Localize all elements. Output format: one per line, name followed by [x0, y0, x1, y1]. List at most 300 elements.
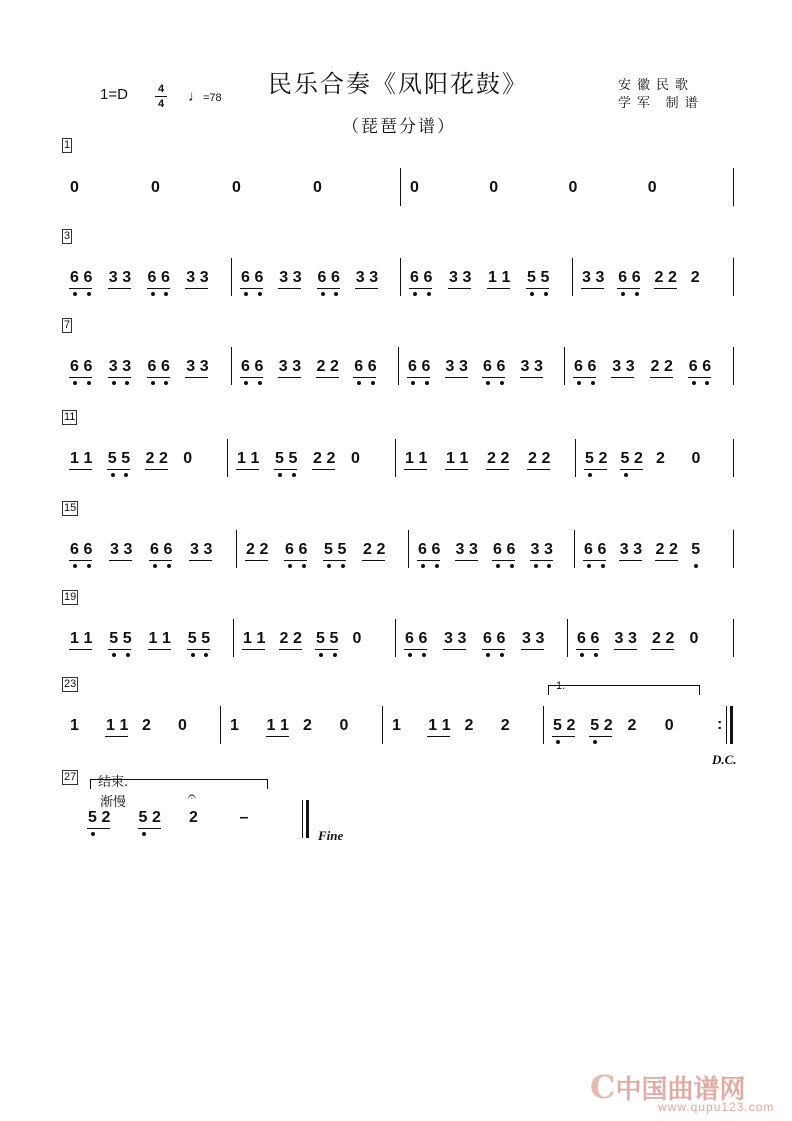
- low-octave-dot: [500, 653, 504, 657]
- eighth-underline: [69, 469, 92, 470]
- note-digit: 5: [329, 630, 339, 647]
- dc-marking: D.C.: [712, 752, 737, 767]
- low-octave-dot: [151, 292, 155, 296]
- watermark-site: www.qupu123.com: [658, 1100, 775, 1114]
- eighth-underline: [487, 288, 510, 289]
- note-digit: 6: [418, 630, 428, 647]
- note-digit: 3: [445, 358, 455, 375]
- note-digit: 3: [123, 541, 133, 558]
- eighth-underline: [362, 560, 385, 561]
- note-digit: 2: [303, 717, 312, 734]
- low-octave-dot: [371, 381, 375, 385]
- note-digit: 3: [544, 541, 553, 558]
- low-octave-dot: [486, 653, 490, 657]
- note-digit: 6: [147, 358, 157, 375]
- note-digit: 6: [688, 358, 698, 375]
- note-digit: 3: [355, 269, 365, 286]
- low-octave-dot: [341, 564, 345, 568]
- note-digit: 6: [597, 541, 607, 558]
- note-digit: 0: [351, 450, 360, 467]
- eighth-underline: [323, 560, 346, 561]
- eighth-underline: [315, 649, 338, 650]
- note-digit: 6: [70, 541, 79, 558]
- tempo-marking: [188, 88, 222, 105]
- key-text: 1=D: [100, 86, 128, 103]
- low-octave-dot: [408, 653, 412, 657]
- eighth-underline: [589, 736, 612, 737]
- eighth-underline: [448, 288, 471, 289]
- note-digit: 2: [145, 450, 155, 467]
- note-digit: 2: [363, 541, 372, 558]
- eighth-underline: [108, 377, 131, 378]
- note-digit: 2: [603, 717, 613, 734]
- note-digit: 3: [582, 269, 591, 286]
- volta-label: 1.: [556, 680, 566, 692]
- low-octave-dot: [125, 381, 129, 385]
- note-digit: 3: [612, 358, 622, 375]
- key-signature: [100, 86, 128, 103]
- eighth-underline: [573, 377, 596, 378]
- note-digit: 2: [376, 541, 386, 558]
- note-digit: 1: [106, 717, 115, 734]
- low-octave-dot: [422, 653, 426, 657]
- note-digit: 0: [568, 179, 578, 196]
- note-digit: 5: [316, 630, 325, 647]
- low-octave-dot: [591, 381, 595, 385]
- barline: [733, 619, 734, 657]
- note-digit: 2: [665, 630, 675, 647]
- note-digit: 6: [331, 269, 340, 286]
- low-octave-dot: [191, 653, 195, 657]
- note-digit: 1: [266, 717, 276, 734]
- arranger-credit: 学军 制谱: [618, 95, 704, 110]
- eighth-underline: [245, 560, 268, 561]
- low-octave-dot: [594, 653, 598, 657]
- low-octave-dot: [530, 292, 534, 296]
- note-digit: 1: [243, 630, 252, 647]
- note-digit: 6: [254, 358, 264, 375]
- volta-bracket-right: [699, 685, 700, 695]
- note-digit: 6: [150, 541, 159, 558]
- note-digit: 6: [83, 269, 93, 286]
- note-digit: 3: [535, 630, 545, 647]
- eighth-underline: [492, 560, 515, 561]
- note-digit: 5: [590, 717, 600, 734]
- low-octave-dot: [705, 381, 709, 385]
- eighth-underline: [147, 377, 170, 378]
- note-digit: 3: [199, 269, 209, 286]
- note-digit: 3: [449, 269, 458, 286]
- eighth-underline: [105, 736, 128, 737]
- note-digit: 6: [590, 630, 600, 647]
- note-digit: 3: [462, 269, 472, 286]
- note-digit: 3: [530, 541, 540, 558]
- low-octave-dot: [593, 740, 597, 744]
- note-digit: 0: [664, 717, 674, 734]
- eighth-underline: [185, 377, 208, 378]
- note-digit: 1: [405, 450, 414, 467]
- eighth-underline: [148, 649, 171, 650]
- low-octave-dot: [292, 473, 296, 477]
- barline: [220, 706, 221, 744]
- note-digit: 6: [423, 269, 433, 286]
- eighth-underline: [107, 469, 130, 470]
- note-digit: 3: [186, 358, 196, 375]
- ending-bracket-right: [267, 779, 268, 789]
- eighth-underline: [526, 288, 549, 289]
- note-digit: 1: [237, 450, 246, 467]
- eighth-underline: [617, 288, 640, 289]
- note-digit: 1: [459, 450, 469, 467]
- note-digit: 6: [161, 269, 170, 286]
- note-digit: 6: [254, 269, 264, 286]
- note-digit: 2: [541, 450, 551, 467]
- low-octave-dot: [692, 381, 696, 385]
- barline: [574, 530, 575, 568]
- note-digit: 5: [288, 450, 298, 467]
- volta-bracket-left: [548, 685, 549, 695]
- note-digit: 1: [70, 450, 79, 467]
- note-digit: 5: [620, 450, 630, 467]
- note-digit: 6: [431, 541, 441, 558]
- note-digit: 2: [650, 358, 660, 375]
- barline: [733, 347, 734, 385]
- note-digit: 1: [441, 717, 451, 734]
- low-octave-dot: [588, 473, 592, 477]
- note-digit: 6: [241, 269, 250, 286]
- note-digit: 0: [313, 179, 322, 196]
- note-digit: 5: [691, 541, 701, 558]
- note-digit: 6: [421, 358, 431, 375]
- low-octave-dot: [334, 292, 338, 296]
- low-octave-dot: [87, 564, 91, 568]
- barline: [575, 439, 576, 477]
- note-digit: 5: [275, 450, 284, 467]
- measure-number: 11: [64, 411, 76, 423]
- barline: [400, 168, 401, 206]
- eighth-underline: [619, 560, 642, 561]
- low-octave-dot: [112, 653, 116, 657]
- eighth-underline: [654, 288, 677, 289]
- note-digit: 6: [483, 630, 492, 647]
- note-digit: 6: [285, 541, 294, 558]
- ending-bracket-left: [90, 779, 91, 789]
- note-digit: 5: [201, 630, 211, 647]
- eighth-underline: [445, 469, 468, 470]
- note-digit: 2: [500, 717, 510, 734]
- eighth-underline: [611, 377, 634, 378]
- eighth-underline: [482, 377, 505, 378]
- low-octave-dot: [547, 564, 551, 568]
- note-digit: 5: [324, 541, 333, 558]
- note-digit: 2: [246, 541, 255, 558]
- low-octave-dot: [167, 564, 171, 568]
- eighth-underline: [409, 288, 432, 289]
- note-digit: 3: [614, 630, 624, 647]
- barline: [733, 530, 734, 568]
- eighth-underline: [240, 288, 263, 289]
- note-digit: 6: [496, 630, 506, 647]
- eighth-underline: [404, 649, 427, 650]
- note-digit: 6: [577, 630, 586, 647]
- note-digit: 3: [633, 541, 643, 558]
- eighth-underline: [147, 288, 170, 289]
- low-octave-dot: [580, 653, 584, 657]
- low-octave-dot: [142, 832, 146, 836]
- note-digit: 5: [540, 269, 550, 286]
- note-digit: 2: [654, 269, 664, 286]
- time-signature-bottom: 4: [157, 98, 165, 110]
- barline: [543, 706, 544, 744]
- note-digit: 6: [418, 541, 427, 558]
- note-digit: 1: [488, 269, 497, 286]
- low-octave-dot: [425, 381, 429, 385]
- low-octave-dot: [73, 292, 77, 296]
- low-octave-dot: [244, 381, 248, 385]
- note-digit: 3: [444, 630, 453, 647]
- note-digit: 2: [690, 269, 700, 286]
- note-digit: 1: [83, 450, 93, 467]
- eighth-underline: [583, 560, 606, 561]
- barline: [398, 347, 399, 385]
- note-digit: 5: [138, 809, 148, 826]
- note-digit: 6: [618, 269, 628, 286]
- note-digit: 3: [292, 269, 302, 286]
- measure-number: 23: [64, 678, 77, 690]
- note-digit: 2: [627, 717, 637, 734]
- low-octave-dot: [500, 381, 504, 385]
- note-digit: 2: [656, 450, 665, 467]
- eighth-underline: [145, 469, 168, 470]
- note-digit: 2: [259, 541, 269, 558]
- note-digit: 3: [455, 541, 465, 558]
- low-octave-dot: [510, 564, 514, 568]
- eighth-underline: [445, 377, 468, 378]
- low-octave-dot: [91, 832, 95, 836]
- eighth-underline: [521, 649, 544, 650]
- note-digit: 3: [625, 358, 635, 375]
- eighth-underline: [149, 560, 172, 561]
- low-octave-dot: [694, 564, 698, 568]
- note-digit: 1: [162, 630, 171, 647]
- note-digit: 6: [241, 358, 250, 375]
- note-digit: 3: [110, 541, 119, 558]
- note-digit: 6: [161, 358, 170, 375]
- eighth-underline: [87, 828, 110, 829]
- note-digit: 6: [298, 541, 308, 558]
- note-digit: 3: [190, 541, 199, 558]
- note-digit: 6: [493, 541, 502, 558]
- note-digit: 6: [367, 358, 377, 375]
- measure-number: 1: [64, 139, 71, 151]
- low-octave-dot: [556, 740, 560, 744]
- eighth-underline: [527, 469, 550, 470]
- note-digit: 6: [631, 269, 641, 286]
- eighth-underline: [108, 649, 131, 650]
- eighth-underline: [316, 377, 339, 378]
- note-digit: 1: [428, 717, 438, 734]
- tempo-value: =78: [203, 92, 222, 104]
- note-digit: 1: [230, 717, 239, 734]
- eighth-underline: [185, 288, 208, 289]
- note-digit: 2: [189, 809, 198, 826]
- ending-label: 结束.: [98, 775, 129, 790]
- barline: [233, 619, 234, 657]
- low-octave-dot: [421, 564, 425, 568]
- note-digit: 0: [232, 179, 241, 196]
- note-digit: 0: [691, 450, 701, 467]
- eighth-underline: [274, 469, 297, 470]
- eighth-underline: [552, 736, 575, 737]
- eighth-underline: [109, 560, 132, 561]
- eighth-underline: [242, 649, 265, 650]
- repeat-barline-thin: [726, 706, 727, 744]
- note-digit: 3: [292, 358, 302, 375]
- note-digit: 0: [70, 179, 79, 196]
- final-barline-thin: [302, 800, 303, 838]
- low-octave-dot: [302, 564, 306, 568]
- eighth-underline: [312, 469, 335, 470]
- low-octave-dot: [73, 381, 77, 385]
- eighth-underline: [187, 649, 210, 650]
- low-octave-dot: [258, 292, 262, 296]
- low-octave-dot: [435, 564, 439, 568]
- eighth-underline: [584, 469, 607, 470]
- note-digit: 1: [418, 450, 428, 467]
- note-digit: 6: [147, 269, 157, 286]
- low-octave-dot: [87, 381, 91, 385]
- note-digit: 1: [446, 450, 455, 467]
- eighth-underline: [530, 560, 553, 561]
- note-digit: 2: [313, 450, 322, 467]
- low-octave-dot: [244, 292, 248, 296]
- note-digit: 3: [186, 269, 196, 286]
- low-octave-dot: [278, 473, 282, 477]
- eighth-underline: [482, 649, 505, 650]
- eighth-underline: [108, 288, 131, 289]
- note-digit: 6: [702, 358, 712, 375]
- note-digit: 6: [584, 541, 593, 558]
- eighth-underline: [69, 288, 92, 289]
- note-digit: 5: [121, 450, 131, 467]
- note-digit: 6: [83, 358, 93, 375]
- note-digit: 5: [527, 269, 536, 286]
- note-digit: 3: [278, 358, 288, 375]
- low-octave-dot: [621, 292, 625, 296]
- note-digit: 5: [553, 717, 562, 734]
- note-digit: 2: [464, 717, 474, 734]
- note-digit: 2: [487, 450, 496, 467]
- note-digit: 2: [326, 450, 336, 467]
- low-octave-dot: [327, 564, 331, 568]
- low-octave-dot: [288, 564, 292, 568]
- note-digit: 0: [689, 630, 699, 647]
- barline: [408, 530, 409, 568]
- barline: [572, 258, 573, 296]
- note-digit: 2: [330, 358, 339, 375]
- note-digit: 2: [159, 450, 168, 467]
- quarter-note-icon: ♩: [188, 88, 203, 105]
- low-octave-dot: [333, 653, 337, 657]
- eighth-underline: [353, 377, 376, 378]
- barline: [231, 347, 232, 385]
- time-signature: [155, 83, 167, 110]
- note-digit: –: [239, 809, 249, 826]
- note-digit: 5: [88, 809, 97, 826]
- eighth-underline: [651, 649, 674, 650]
- low-octave-dot: [411, 381, 415, 385]
- note-digit: 5: [107, 450, 117, 467]
- eighth-underline: [427, 736, 450, 737]
- note-digit: 1: [83, 630, 93, 647]
- note-digit: 6: [163, 541, 173, 558]
- note-digit: 2: [634, 450, 643, 467]
- eighth-underline: [417, 560, 440, 561]
- low-octave-dot: [587, 564, 591, 568]
- volta-bracket-top: [548, 685, 700, 686]
- note-digit: 6: [408, 358, 417, 375]
- note-digit: 0: [183, 450, 193, 467]
- eighth-underline: [455, 560, 478, 561]
- note-digit: 6: [354, 358, 364, 375]
- note-digit: 3: [199, 358, 209, 375]
- note-digit: 1: [256, 630, 266, 647]
- note-digit: 3: [203, 541, 213, 558]
- note-digit: 3: [628, 630, 637, 647]
- note-digit: 3: [469, 541, 478, 558]
- note-digit: 2: [669, 541, 678, 558]
- low-octave-dot: [601, 564, 605, 568]
- note-digit: 6: [496, 358, 506, 375]
- barline: [382, 706, 383, 744]
- eighth-underline: [317, 288, 340, 289]
- note-digit: 0: [647, 179, 657, 196]
- low-octave-dot: [544, 292, 548, 296]
- note-digit: 3: [522, 630, 531, 647]
- eighth-underline: [655, 560, 678, 561]
- eighth-underline: [355, 288, 378, 289]
- eighth-underline: [69, 649, 92, 650]
- note-digit: 2: [316, 358, 326, 375]
- note-digit: 3: [122, 269, 132, 286]
- note-digit: 2: [652, 630, 661, 647]
- note-digit: 1: [70, 717, 79, 734]
- note-digit: 6: [574, 358, 583, 375]
- barline: [733, 258, 734, 296]
- eighth-underline: [240, 377, 263, 378]
- measure-number: 15: [64, 502, 77, 514]
- note-digit: 6: [405, 630, 414, 647]
- note-digit: 1: [148, 630, 158, 647]
- note-digit: 2: [101, 809, 111, 826]
- note-digit: 2: [598, 450, 608, 467]
- note-digit: 3: [122, 358, 132, 375]
- note-digit: 3: [619, 541, 629, 558]
- note-digit: 0: [410, 179, 419, 196]
- measure-number: 7: [64, 319, 71, 331]
- note-digit: 0: [489, 179, 499, 196]
- eighth-underline: [279, 649, 302, 650]
- note-digit: 1: [70, 630, 79, 647]
- note-digit: 2: [142, 717, 151, 734]
- measure-number: 19: [64, 591, 77, 603]
- low-octave-dot: [126, 653, 130, 657]
- low-octave-dot: [319, 653, 323, 657]
- note-digit: 0: [178, 717, 187, 734]
- low-octave-dot: [534, 564, 538, 568]
- measure-number: 27: [64, 771, 77, 783]
- note-digit: 1: [250, 450, 260, 467]
